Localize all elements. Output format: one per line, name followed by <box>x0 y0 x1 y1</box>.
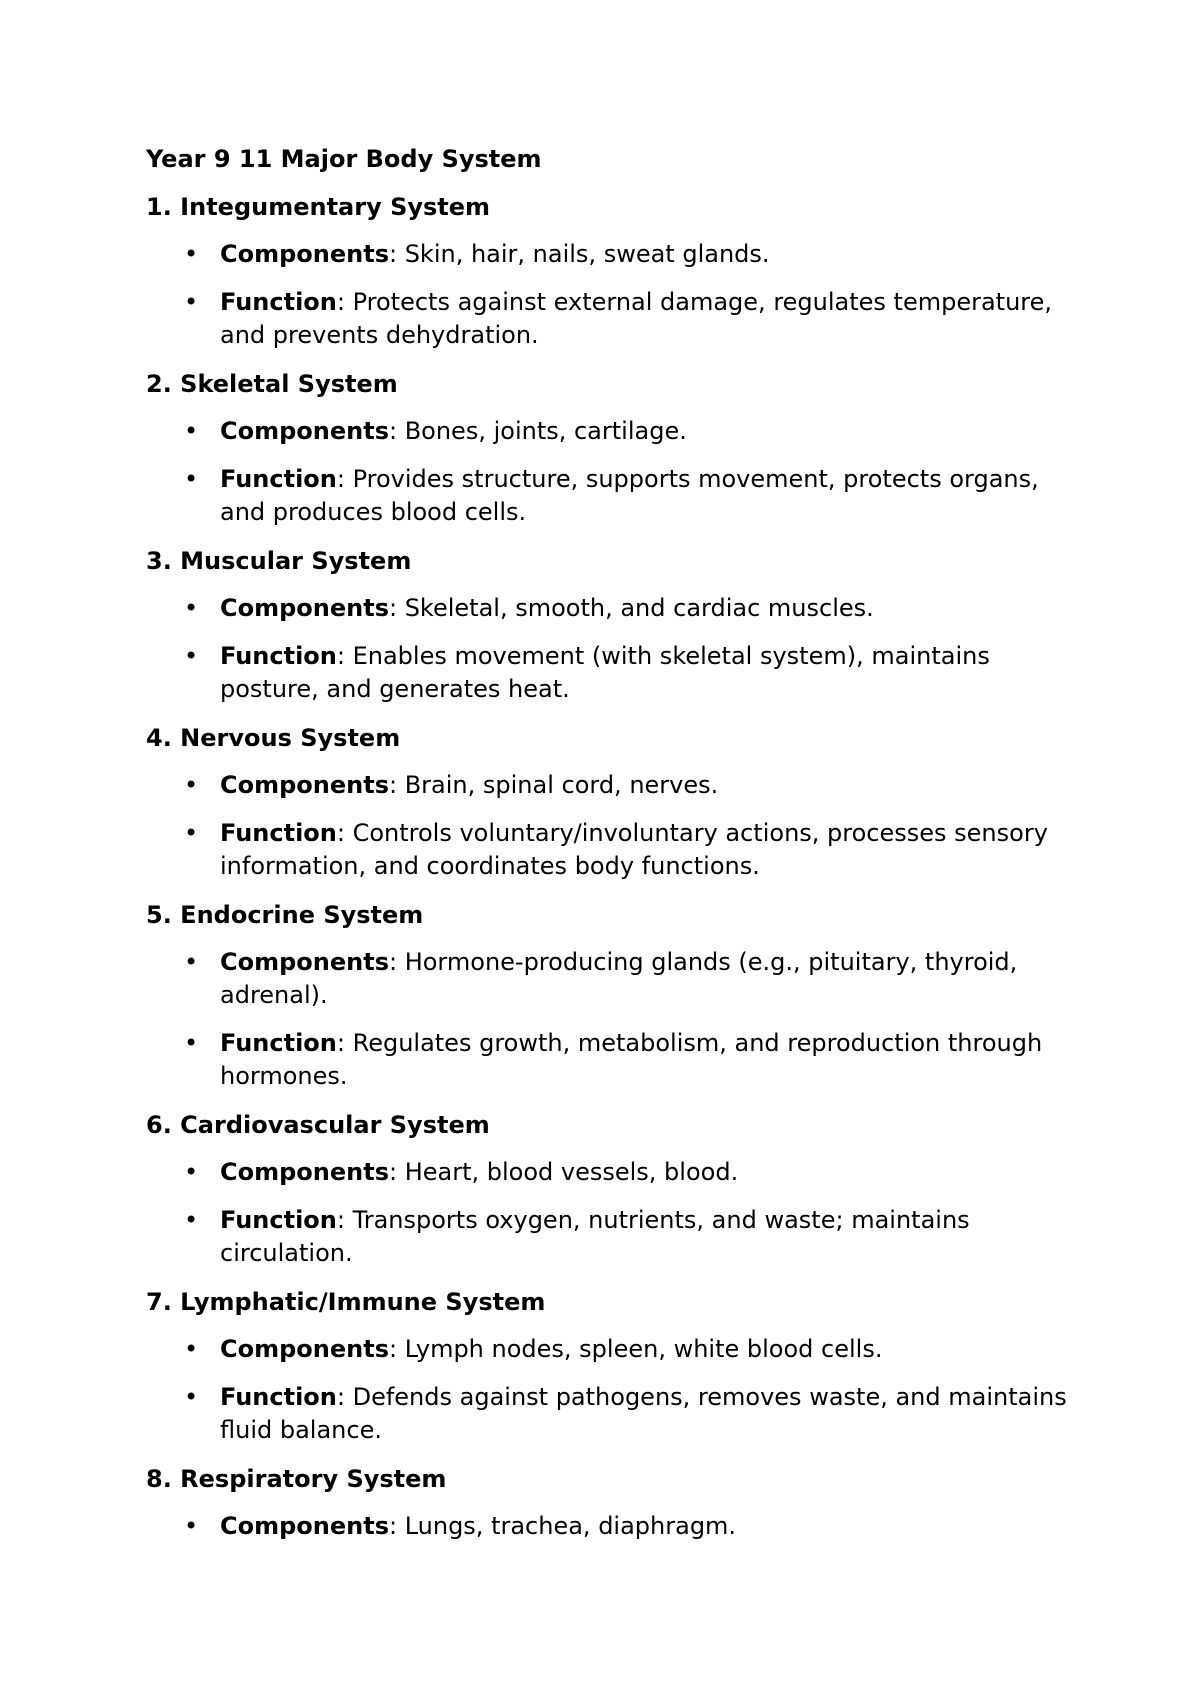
bullet-icon: • <box>184 417 199 445</box>
function-text: : Regulates growth, metabolism, and reproduction through hormones. <box>220 1029 1043 1090</box>
bullet-icon: • <box>184 240 199 268</box>
bullet-icon: • <box>184 288 199 316</box>
function-bullet <box>146 1381 1086 1447</box>
components-bullet <box>146 769 1086 802</box>
function-label: Function <box>220 1206 337 1234</box>
bullet-icon: • <box>184 642 199 670</box>
system-section-lymphatic-immune <box>146 1285 1086 1447</box>
bullet-icon: • <box>184 594 199 622</box>
system-heading: 5. Endocrine System <box>146 901 424 929</box>
bullet-icon: • <box>184 771 199 799</box>
function-label: Function <box>220 1383 337 1411</box>
function-label: Function <box>220 288 337 316</box>
bullet-icon: • <box>184 1335 199 1363</box>
document-title: Year 9 11 Major Body System <box>146 145 542 173</box>
components-bullet <box>146 592 1086 625</box>
function-text: : Enables movement (with skeletal system), maintains posture, and generates heat. <box>220 642 990 703</box>
system-heading: 1. Integumentary System <box>146 193 491 221</box>
bullet-icon: • <box>184 1029 199 1057</box>
system-section-nervous <box>146 721 1086 883</box>
system-section-respiratory <box>146 1462 1086 1543</box>
function-text: : Transports oxygen, nutrients, and waste; maintains circulation. <box>220 1206 970 1267</box>
components-label: Components <box>220 417 389 445</box>
components-bullet <box>146 1333 1086 1366</box>
system-section-integumentary <box>146 190 1086 352</box>
system-heading: 8. Respiratory System <box>146 1465 447 1493</box>
components-bullet <box>146 1510 1086 1543</box>
function-bullet <box>146 286 1086 352</box>
function-label: Function <box>220 819 337 847</box>
components-label: Components <box>220 594 389 622</box>
components-text: : Skeletal, smooth, and cardiac muscles. <box>388 594 874 622</box>
document-page <box>146 142 1086 1558</box>
function-bullet <box>146 640 1086 706</box>
function-label: Function <box>220 1029 337 1057</box>
components-label: Components <box>220 771 389 799</box>
system-section-skeletal <box>146 367 1086 529</box>
function-text: : Controls voluntary/involuntary actions, processes sensory information, and coordinates body functions. <box>220 819 1048 880</box>
function-text: : Protects against external damage, regulates temperature, and prevents dehydration. <box>220 288 1053 349</box>
bullet-icon: • <box>184 1512 199 1540</box>
components-bullet <box>146 1156 1086 1189</box>
function-label: Function <box>220 465 337 493</box>
function-text: : Defends against pathogens, removes waste, and maintains fluid balance. <box>220 1383 1067 1444</box>
bullet-icon: • <box>184 819 199 847</box>
system-section-cardiovascular <box>146 1108 1086 1270</box>
bullet-icon: • <box>184 1206 199 1234</box>
function-bullet <box>146 817 1086 883</box>
components-text: : Lymph nodes, spleen, white blood cells. <box>388 1335 883 1363</box>
function-bullet <box>146 463 1086 529</box>
components-text: : Lungs, trachea, diaphragm. <box>388 1512 737 1540</box>
system-heading: 3. Muscular System <box>146 547 412 575</box>
components-text: : Bones, joints, cartilage. <box>388 417 687 445</box>
function-text: : Provides structure, supports movement, protects organs, and produces blood cells. <box>220 465 1039 526</box>
bullet-icon: • <box>184 465 199 493</box>
components-label: Components <box>220 240 389 268</box>
components-text: : Brain, spinal cord, nerves. <box>388 771 719 799</box>
system-section-muscular <box>146 544 1086 706</box>
bullet-icon: • <box>184 948 199 976</box>
components-bullet <box>146 946 1086 1012</box>
components-text: : Heart, blood vessels, blood. <box>388 1158 739 1186</box>
components-label: Components <box>220 1158 389 1186</box>
function-label: Function <box>220 642 337 670</box>
function-bullet <box>146 1204 1086 1270</box>
system-section-endocrine <box>146 898 1086 1093</box>
bullet-icon: • <box>184 1383 199 1411</box>
system-heading: 4. Nervous System <box>146 724 401 752</box>
function-bullet <box>146 1027 1086 1093</box>
components-text: : Skin, hair, nails, sweat glands. <box>388 240 770 268</box>
system-heading: 2. Skeletal System <box>146 370 398 398</box>
components-label: Components <box>220 1335 389 1363</box>
components-label: Components <box>220 1512 389 1540</box>
system-heading: 7. Lymphatic/Immune System <box>146 1288 546 1316</box>
components-text: : Hormone-producing glands (e.g., pituitary, thyroid, adrenal). <box>220 948 1018 1009</box>
components-bullet <box>146 415 1086 448</box>
system-heading: 6. Cardiovascular System <box>146 1111 490 1139</box>
components-label: Components <box>220 948 389 976</box>
components-bullet <box>146 238 1086 271</box>
bullet-icon: • <box>184 1158 199 1186</box>
